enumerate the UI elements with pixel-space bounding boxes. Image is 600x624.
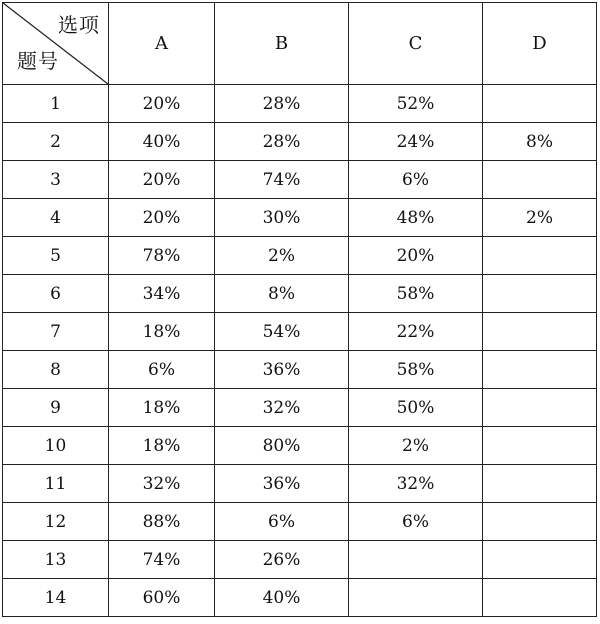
option-c-cell [349, 541, 483, 579]
option-c-cell: 2% [349, 427, 483, 465]
table-row [3, 503, 597, 541]
option-d-cell [483, 85, 597, 123]
option-a-cell: 20% [109, 85, 215, 123]
option-c-cell: 32% [349, 465, 483, 503]
option-d-cell [483, 579, 597, 617]
table-header-row [3, 3, 597, 85]
question-number-cell: 11 [3, 465, 109, 503]
table-body [3, 85, 597, 617]
question-number-cell: 2 [3, 123, 109, 161]
option-a-cell: 18% [109, 427, 215, 465]
option-c-cell: 52% [349, 85, 483, 123]
option-d-cell [483, 389, 597, 427]
option-a-cell: 78% [109, 237, 215, 275]
column-header-d: D [483, 3, 597, 85]
option-d-cell [483, 161, 597, 199]
option-c-cell: 6% [349, 161, 483, 199]
option-d-cell: 8% [483, 123, 597, 161]
corner-header-cell [3, 3, 109, 85]
option-d-cell [483, 427, 597, 465]
option-b-cell: 28% [215, 85, 349, 123]
option-d-cell [483, 237, 597, 275]
question-number-cell: 13 [3, 541, 109, 579]
table-row [3, 351, 597, 389]
option-d-cell [483, 541, 597, 579]
column-header-b: B [215, 3, 349, 85]
option-b-cell: 2% [215, 237, 349, 275]
option-b-cell: 32% [215, 389, 349, 427]
option-b-cell: 26% [215, 541, 349, 579]
question-number-cell: 9 [3, 389, 109, 427]
option-b-cell: 80% [215, 427, 349, 465]
column-header-a: A [109, 3, 215, 85]
option-c-cell: 58% [349, 351, 483, 389]
option-a-cell: 60% [109, 579, 215, 617]
question-number-cell: 1 [3, 85, 109, 123]
option-b-cell: 28% [215, 123, 349, 161]
question-number-cell: 5 [3, 237, 109, 275]
option-b-cell: 6% [215, 503, 349, 541]
option-b-cell: 8% [215, 275, 349, 313]
table-row [3, 579, 597, 617]
option-a-cell: 20% [109, 161, 215, 199]
option-c-cell: 24% [349, 123, 483, 161]
option-b-cell: 36% [215, 465, 349, 503]
option-a-cell: 18% [109, 313, 215, 351]
question-number-cell: 10 [3, 427, 109, 465]
option-d-cell: 2% [483, 199, 597, 237]
option-c-cell: 22% [349, 313, 483, 351]
table-row [3, 85, 597, 123]
table-row [3, 313, 597, 351]
option-b-cell: 36% [215, 351, 349, 389]
option-a-cell: 6% [109, 351, 215, 389]
option-a-cell: 74% [109, 541, 215, 579]
option-d-cell [483, 275, 597, 313]
question-number-cell: 3 [3, 161, 109, 199]
option-c-cell [349, 579, 483, 617]
option-a-cell: 32% [109, 465, 215, 503]
option-d-cell [483, 465, 597, 503]
option-c-cell: 50% [349, 389, 483, 427]
table-row [3, 237, 597, 275]
option-c-cell: 58% [349, 275, 483, 313]
corner-label-question-number: 题号 [17, 49, 59, 73]
table-row [3, 389, 597, 427]
table-row [3, 465, 597, 503]
survey-results-table [2, 2, 597, 617]
option-a-cell: 18% [109, 389, 215, 427]
option-b-cell: 74% [215, 161, 349, 199]
option-b-cell: 40% [215, 579, 349, 617]
table-row [3, 199, 597, 237]
question-number-cell: 8 [3, 351, 109, 389]
table-row [3, 275, 597, 313]
option-c-cell: 48% [349, 199, 483, 237]
option-b-cell: 54% [215, 313, 349, 351]
option-d-cell [483, 351, 597, 389]
option-c-cell: 20% [349, 237, 483, 275]
question-number-cell: 12 [3, 503, 109, 541]
option-a-cell: 40% [109, 123, 215, 161]
column-header-c: C [349, 3, 483, 85]
option-a-cell: 88% [109, 503, 215, 541]
corner-label-options: 选项 [58, 13, 100, 37]
option-d-cell [483, 503, 597, 541]
question-number-cell: 7 [3, 313, 109, 351]
question-number-cell: 4 [3, 199, 109, 237]
table-row [3, 427, 597, 465]
option-a-cell: 34% [109, 275, 215, 313]
option-a-cell: 20% [109, 199, 215, 237]
question-number-cell: 6 [3, 275, 109, 313]
option-c-cell: 6% [349, 503, 483, 541]
table-row [3, 541, 597, 579]
table-row [3, 161, 597, 199]
option-d-cell [483, 313, 597, 351]
table-row [3, 123, 597, 161]
question-number-cell: 14 [3, 579, 109, 617]
option-b-cell: 30% [215, 199, 349, 237]
